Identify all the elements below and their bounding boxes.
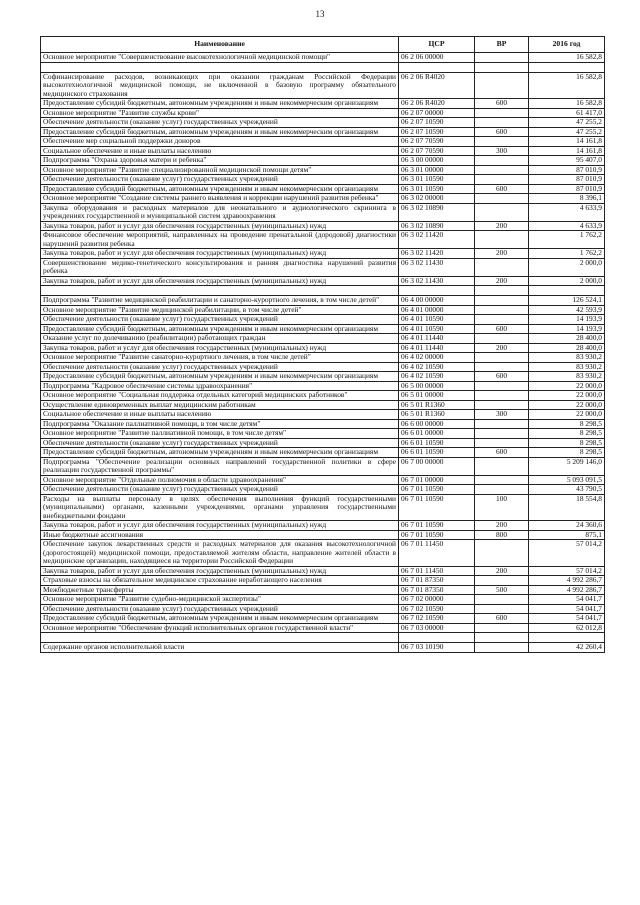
table-row (41, 146, 605, 156)
table-row (41, 576, 605, 586)
row-name: Основное мероприятие "Обеспечение функций исполнительных органов государственной власти" (41, 623, 399, 633)
table-row (41, 530, 605, 540)
row-name: Оказание услуг по долечиванию (реабилитации) работающих граждан (41, 334, 399, 344)
row-name: Социальное обеспечение и иные выплаты населению (41, 146, 399, 156)
table-row (41, 643, 605, 653)
row-csr: 06 4 01 10590 (399, 324, 475, 334)
row-vr (475, 419, 529, 429)
row-name: Закупка товаров, работ и услуг для обеспечения государственных (муниципальных) нужд (41, 221, 399, 231)
table-row (41, 165, 605, 175)
row-csr: 06 7 01 10590 (399, 530, 475, 540)
row-vr (475, 72, 529, 99)
table-row (41, 175, 605, 185)
row-name: Обеспечение деятельности (оказание услуг) государственных учреждений (41, 362, 399, 372)
row-amount: 47 255,2 (529, 127, 605, 137)
row-csr: 06 3 02 00000 (399, 194, 475, 204)
table-row (41, 494, 605, 521)
row-name: Основное мероприятие "Развитие службы крови" (41, 108, 399, 118)
row-spacer (41, 286, 605, 296)
header-vr: ВР (475, 37, 529, 53)
spacer-cell (399, 633, 475, 643)
spacer-cell (399, 62, 475, 72)
row-csr: 06 3 01 00000 (399, 165, 475, 175)
table-row (41, 391, 605, 401)
row-name: Подпрограмма "Кадровое обеспечение системы здравоохранения" (41, 381, 399, 391)
row-amount: 8 298,5 (529, 429, 605, 439)
row-name: Предоставление субсидий бюджетным, автономным учреждениям и иным некоммерческим организациям (41, 448, 399, 458)
row-amount: 8 396,1 (529, 194, 605, 204)
row-vr (475, 203, 529, 221)
row-amount: 83 930,2 (529, 362, 605, 372)
row-csr: 06 7 03 10190 (399, 643, 475, 653)
row-amount: 22 000,0 (529, 410, 605, 420)
row-name: Осуществление единовременных выплат медицинским работникам (41, 400, 399, 410)
table-row (41, 566, 605, 576)
table-row (41, 249, 605, 259)
row-amount: 14 161,8 (529, 137, 605, 147)
table-row (41, 623, 605, 633)
row-amount: 54 041,7 (529, 614, 605, 624)
row-csr: 06 3 00 00000 (399, 156, 475, 166)
row-csr: 06 3 02 11430 (399, 276, 475, 286)
row-csr: 06 6 01 10590 (399, 448, 475, 458)
row-vr (475, 485, 529, 495)
row-csr: 06 4 00 00000 (399, 296, 475, 306)
table-row (41, 296, 605, 306)
table-row (41, 99, 605, 109)
row-vr (475, 165, 529, 175)
row-name: Предоставление субсидий бюджетным, автономным учреждениям и иным некоммерческим организациям (41, 614, 399, 624)
row-csr: 06 2 07 10590 (399, 127, 475, 137)
row-name: Обеспечение деятельности (оказание услуг) государственных учреждений (41, 438, 399, 448)
row-vr (475, 643, 529, 653)
table-row (41, 540, 605, 567)
row-amount: 87 010,9 (529, 165, 605, 175)
table-row (41, 381, 605, 391)
row-vr (475, 137, 529, 147)
row-vr: 500 (475, 585, 529, 595)
row-amount: 14 193,9 (529, 315, 605, 325)
table-row (41, 221, 605, 231)
table-row (41, 400, 605, 410)
row-name: Основное мероприятие "Развитие медицинской реабилитации, в том числе детей" (41, 305, 399, 315)
row-csr: 06 2 07 00000 (399, 108, 475, 118)
table-row (41, 353, 605, 363)
row-amount: 87 010,9 (529, 184, 605, 194)
table-row (41, 362, 605, 372)
row-amount: 4 633,9 (529, 203, 605, 221)
row-csr: 06 4 02 10590 (399, 372, 475, 382)
row-csr: 06 7 03 00000 (399, 623, 475, 633)
row-amount: 2 000,0 (529, 258, 605, 276)
row-csr: 06 7 01 11450 (399, 540, 475, 567)
table-row (41, 127, 605, 137)
row-amount: 62 012,8 (529, 623, 605, 633)
row-csr: 06 3 02 10890 (399, 221, 475, 231)
table-body (41, 53, 605, 653)
row-vr: 200 (475, 221, 529, 231)
row-name: Иные бюджетные ассигнования (41, 530, 399, 540)
row-name: Основное мероприятие "Создание системы раннего выявления и коррекции нарушений развития ребенка" (41, 194, 399, 204)
row-vr: 600 (475, 614, 529, 624)
row-amount: 2 000,0 (529, 276, 605, 286)
row-amount: 95 407,0 (529, 156, 605, 166)
row-csr: 06 7 01 10590 (399, 521, 475, 531)
row-csr: 06 2 07 70590 (399, 137, 475, 147)
row-vr (475, 231, 529, 249)
row-csr: 06 7 02 10590 (399, 614, 475, 624)
spacer-cell (41, 633, 399, 643)
row-vr: 100 (475, 494, 529, 521)
table-row (41, 438, 605, 448)
row-name: Основное мероприятие "Развитие паллиативной помощи, в том числе детям" (41, 429, 399, 439)
row-csr: 06 3 02 11430 (399, 258, 475, 276)
row-csr: 06 5 01 R1360 (399, 400, 475, 410)
row-vr (475, 334, 529, 344)
row-vr: 200 (475, 566, 529, 576)
row-amount: 16 582,8 (529, 99, 605, 109)
spacer-cell (475, 62, 529, 72)
row-name: Предоставление субсидий бюджетным, автономным учреждениям и иным некоммерческим организациям (41, 127, 399, 137)
table-row (41, 585, 605, 595)
row-amount: 54 041,7 (529, 604, 605, 614)
row-amount: 126 524,1 (529, 296, 605, 306)
row-amount: 28 400,0 (529, 334, 605, 344)
row-amount: 16 582,8 (529, 53, 605, 63)
row-amount: 83 930,2 (529, 353, 605, 363)
table-row (41, 372, 605, 382)
row-vr: 800 (475, 530, 529, 540)
row-vr: 300 (475, 146, 529, 156)
budget-table (40, 36, 605, 653)
table-row (41, 118, 605, 128)
row-amount: 22 000,0 (529, 381, 605, 391)
table-row (41, 108, 605, 118)
row-amount: 57 014,2 (529, 540, 605, 567)
row-csr: 06 3 02 11420 (399, 249, 475, 259)
row-vr (475, 381, 529, 391)
row-amount: 5 093 091,5 (529, 475, 605, 485)
header-name: Наименование (41, 37, 399, 53)
row-csr: 06 3 02 11420 (399, 231, 475, 249)
row-csr: 06 7 01 87350 (399, 576, 475, 586)
row-name: Обеспечение мер социальной поддержки доноров (41, 137, 399, 147)
row-spacer (41, 633, 605, 643)
row-vr (475, 429, 529, 439)
row-vr (475, 457, 529, 475)
row-name: Закупка товаров, работ и услуг для обеспечения государственных (муниципальных) нужд (41, 566, 399, 576)
row-vr (475, 475, 529, 485)
row-vr (475, 296, 529, 306)
row-csr: 06 4 02 10590 (399, 362, 475, 372)
row-name: Обеспечение деятельности (оказание услуг) государственных учреждений (41, 118, 399, 128)
row-amount: 42 593,9 (529, 305, 605, 315)
row-vr: 600 (475, 448, 529, 458)
row-name: Закупка товаров, работ и услуг для обеспечения государственных (муниципальных) нужд (41, 249, 399, 259)
row-amount: 57 014,2 (529, 566, 605, 576)
row-vr (475, 353, 529, 363)
row-amount: 22 000,0 (529, 400, 605, 410)
row-csr: 06 4 01 11440 (399, 343, 475, 353)
row-name: Подпрограмма "Обеспечение реализации основных направлений государственной политики в сфере реализации государственной программы" (41, 457, 399, 475)
row-name: Социальное обеспечение и иные выплаты населению (41, 410, 399, 420)
row-name: Совершенствование медико-генетического консультирования и ранняя диагностика нарушений развития ребенка (41, 258, 399, 276)
row-name: Закупка товаров, работ и услуг для обеспечения государственных (муниципальных) нужд (41, 343, 399, 353)
row-amount: 43 790,5 (529, 485, 605, 495)
table-row (41, 276, 605, 286)
table-row (41, 72, 605, 99)
table-header-row (41, 37, 605, 53)
table-row (41, 521, 605, 531)
row-csr: 06 2 06 00000 (399, 53, 475, 63)
row-amount: 22 000,0 (529, 391, 605, 401)
table-row (41, 343, 605, 353)
table-row (41, 324, 605, 334)
row-spacer (41, 62, 605, 72)
row-amount: 18 554,8 (529, 494, 605, 521)
row-name: Обеспечение деятельности (оказание услуг) государственных учреждений (41, 315, 399, 325)
row-name: Обеспечение деятельности (оказание услуг) государственных учреждений (41, 175, 399, 185)
row-vr: 200 (475, 343, 529, 353)
spacer-cell (475, 633, 529, 643)
row-amount: 14 161,8 (529, 146, 605, 156)
table-row (41, 305, 605, 315)
row-amount: 4 992 286,7 (529, 576, 605, 586)
row-name: Предоставление субсидий бюджетным, автономным учреждениям и иным некоммерческим организациям (41, 372, 399, 382)
row-amount: 61 417,0 (529, 108, 605, 118)
table-row (41, 604, 605, 614)
row-name: Закупка товаров, работ и услуг для обеспечения государственных (муниципальных) нужд (41, 276, 399, 286)
table-row (41, 231, 605, 249)
spacer-cell (529, 62, 605, 72)
row-vr: 600 (475, 184, 529, 194)
header-csr: ЦСР (399, 37, 475, 53)
row-csr: 06 7 01 10590 (399, 494, 475, 521)
row-vr: 200 (475, 249, 529, 259)
row-csr: 06 5 01 00000 (399, 391, 475, 401)
spacer-cell (399, 286, 475, 296)
row-vr (475, 362, 529, 372)
spacer-cell (475, 286, 529, 296)
row-amount: 1 762,2 (529, 231, 605, 249)
table-row (41, 419, 605, 429)
row-csr: 06 7 00 00000 (399, 457, 475, 475)
row-name: Обеспечение закупок лекарственных средств и расходных материалов для оказания высокотехнологичной (дорогостоящей) медицинской помощи, предоставляемой жителям области, направление жителей области в медицинские организации, находящиеся на территории Российской Федерации (41, 540, 399, 567)
row-amount: 47 255,2 (529, 118, 605, 128)
row-name: Обеспечение деятельности (оказание услуг) государственных учреждений (41, 485, 399, 495)
row-amount: 83 930,2 (529, 372, 605, 382)
row-amount: 87 010,9 (529, 175, 605, 185)
row-csr: 06 6 01 10590 (399, 438, 475, 448)
table-row (41, 184, 605, 194)
row-vr (475, 175, 529, 185)
row-vr (475, 53, 529, 63)
spacer-cell (529, 286, 605, 296)
row-csr: 06 2 07 10590 (399, 118, 475, 128)
table-row (41, 485, 605, 495)
row-name: Подпрограмма "Развитие медицинской реабилитации и санаторно-курортного лечения, в том числе детей" (41, 296, 399, 306)
row-vr (475, 438, 529, 448)
row-vr (475, 118, 529, 128)
row-vr (475, 194, 529, 204)
row-vr (475, 391, 529, 401)
table-row (41, 429, 605, 439)
row-vr (475, 604, 529, 614)
spacer-cell (41, 62, 399, 72)
row-name: Подпрограмма "Охрана здоровья матери и ребенка" (41, 156, 399, 166)
row-name: Софинансирование расходов, возникающих при оказании гражданам Российской Федерации высокотехнологичной медицинской помощи, не включенной в базовую программу обязательного медицинского страхования (41, 72, 399, 99)
row-amount: 16 582,8 (529, 72, 605, 99)
row-csr: 06 3 02 10890 (399, 203, 475, 221)
row-vr (475, 400, 529, 410)
row-name: Межбюджетные трансферты (41, 585, 399, 595)
row-vr (475, 576, 529, 586)
row-amount: 42 260,4 (529, 643, 605, 653)
row-amount: 8 298,5 (529, 438, 605, 448)
row-name: Обеспечение деятельности (оказание услуг) государственных учреждений (41, 604, 399, 614)
row-vr (475, 108, 529, 118)
row-vr (475, 540, 529, 567)
spacer-cell (529, 633, 605, 643)
row-vr: 200 (475, 521, 529, 531)
row-amount: 54 041,7 (529, 595, 605, 605)
row-name: Предоставление субсидий бюджетным, автономным учреждениям и иным некоммерческим организациям (41, 184, 399, 194)
row-csr: 06 7 01 11450 (399, 566, 475, 576)
row-vr: 300 (475, 410, 529, 420)
row-vr (475, 623, 529, 633)
row-vr: 600 (475, 99, 529, 109)
row-vr: 200 (475, 276, 529, 286)
row-vr (475, 595, 529, 605)
row-csr: 06 6 00 00000 (399, 419, 475, 429)
table-row (41, 457, 605, 475)
row-name: Основное мероприятие "Социальная поддержка отдельных категорий медицинских работников" (41, 391, 399, 401)
row-csr: 06 7 01 87350 (399, 585, 475, 595)
row-vr: 600 (475, 324, 529, 334)
row-csr: 06 2 07 70590 (399, 146, 475, 156)
row-name: Расходы на выплаты персоналу в целях обеспечения выполнения функций государственными (муниципальными) органами, казенными учреждениями, органами управления государственными внебюджетными фондами (41, 494, 399, 521)
row-csr: 06 4 02 00000 (399, 353, 475, 363)
row-csr: 06 5 01 R1360 (399, 410, 475, 420)
row-amount: 8 298,5 (529, 448, 605, 458)
table-row (41, 258, 605, 276)
row-csr: 06 3 01 10590 (399, 175, 475, 185)
row-name: Основное мероприятие "Развитие специализированной медицинской помощи детям" (41, 165, 399, 175)
table-row (41, 315, 605, 325)
row-name: Предоставление субсидий бюджетным, автономным учреждениям и иным некоммерческим организациям (41, 324, 399, 334)
row-csr: 06 7 01 00000 (399, 475, 475, 485)
row-vr (475, 315, 529, 325)
row-amount: 5 209 146,0 (529, 457, 605, 475)
row-csr: 06 7 01 10590 (399, 485, 475, 495)
header-year: 2016 год (529, 37, 605, 53)
row-amount: 8 298,5 (529, 419, 605, 429)
row-csr: 06 4 01 10590 (399, 315, 475, 325)
table-row (41, 614, 605, 624)
row-name: Закупка товаров, работ и услуг для обеспечения государственных (муниципальных) нужд (41, 521, 399, 531)
row-csr: 06 4 01 11440 (399, 334, 475, 344)
row-vr (475, 156, 529, 166)
table-row (41, 53, 605, 63)
row-name: Подпрограмма "Оказание паллиативной помощи, в том числе детям" (41, 419, 399, 429)
table-row (41, 448, 605, 458)
row-csr: 06 7 02 00000 (399, 595, 475, 605)
table-row (41, 137, 605, 147)
spacer-cell (41, 286, 399, 296)
row-csr: 06 6 01 00000 (399, 429, 475, 439)
row-amount: 24 360,6 (529, 521, 605, 531)
row-name: Предоставление субсидий бюджетным, автономным учреждениям и иным некоммерческим организациям (41, 99, 399, 109)
row-vr (475, 258, 529, 276)
row-name: Основное мероприятие "Развитие санаторно-курортного лечения, в том числе детей" (41, 353, 399, 363)
row-name: Закупка оборудования и расходных материалов для неонатального и аудиологического скрининга в учреждениях государственной и муниципальной систем здравоохранения (41, 203, 399, 221)
row-name: Основное мероприятие "Совершенствование высокотехнологичной медицинской помощи" (41, 53, 399, 63)
row-name: Финансовое обеспечение мероприятий, направленных на проведение пренатальной (дородовой) диагностики нарушений развития ребенка (41, 231, 399, 249)
table-row (41, 194, 605, 204)
row-vr: 600 (475, 372, 529, 382)
row-vr: 600 (475, 127, 529, 137)
table-row (41, 334, 605, 344)
row-csr: 06 2 06 R4020 (399, 72, 475, 99)
row-amount: 875,1 (529, 530, 605, 540)
table-row (41, 595, 605, 605)
row-name: Основное мероприятие "Развитие судебно-медицинской экспертизы" (41, 595, 399, 605)
table-row (41, 410, 605, 420)
row-amount: 4 633,9 (529, 221, 605, 231)
row-vr (475, 305, 529, 315)
row-amount: 1 762,2 (529, 249, 605, 259)
row-csr: 06 7 02 10590 (399, 604, 475, 614)
row-amount: 28 400,0 (529, 343, 605, 353)
table-row (41, 156, 605, 166)
row-name: Основное мероприятие "Отдельные полномочия в области здравоохранения" (41, 475, 399, 485)
table-row (41, 203, 605, 221)
row-csr: 06 2 06 R4020 (399, 99, 475, 109)
table-row (41, 475, 605, 485)
row-name: Содержание органов исполнительной власти (41, 643, 399, 653)
row-amount: 14 193,9 (529, 324, 605, 334)
row-csr: 06 4 01 00000 (399, 305, 475, 315)
row-amount: 4 992 286,7 (529, 585, 605, 595)
row-csr: 06 3 01 10590 (399, 184, 475, 194)
row-name: Страховые взносы на обязательное медицинское страхование неработающего населения (41, 576, 399, 586)
page-number: 13 (315, 9, 325, 19)
row-csr: 06 5 00 00000 (399, 381, 475, 391)
